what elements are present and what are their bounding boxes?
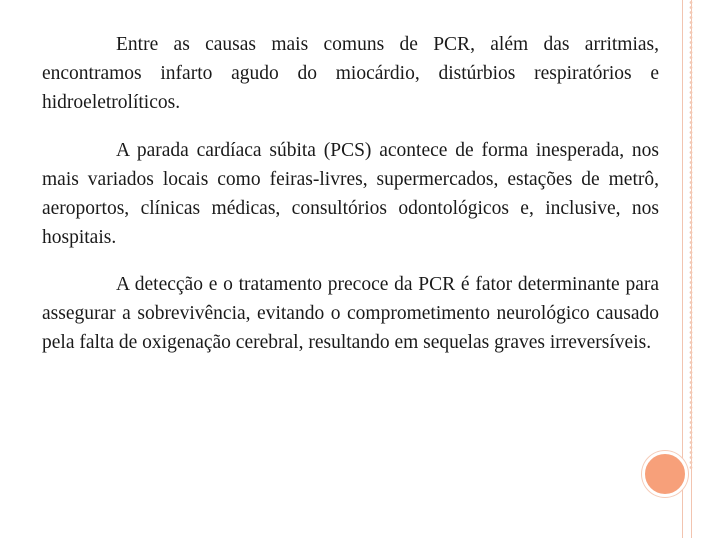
dotted-border-decoration [684, 0, 698, 470]
slide-body [42, 30, 659, 375]
paragraph-early-detection: A detecção e o tratamento precoce da PCR é fator determinante para assegurar a sobrevivência, evitando o comprometimento neurológico causado pela falta de oxigenação cerebral, resultando em sequelas graves irreversíveis. [42, 274, 659, 353]
accent-circle-decoration [642, 451, 688, 497]
paragraph-causes: Entre as causas mais comuns de PCR, além das arritmias, encontramos infarto agudo do miocárdio, distúrbios respiratórios e hidroeletrolíticos. [42, 34, 659, 113]
paragraph-sudden-arrest: A parada cardíaca súbita (PCS) acontece de forma inesperada, nos mais variados locais como feiras-livres, supermercados, estações de metrô, aeroportos, clínicas médicas, consultórios odontológicos e, inclusive, nos hospitais. [42, 140, 659, 248]
